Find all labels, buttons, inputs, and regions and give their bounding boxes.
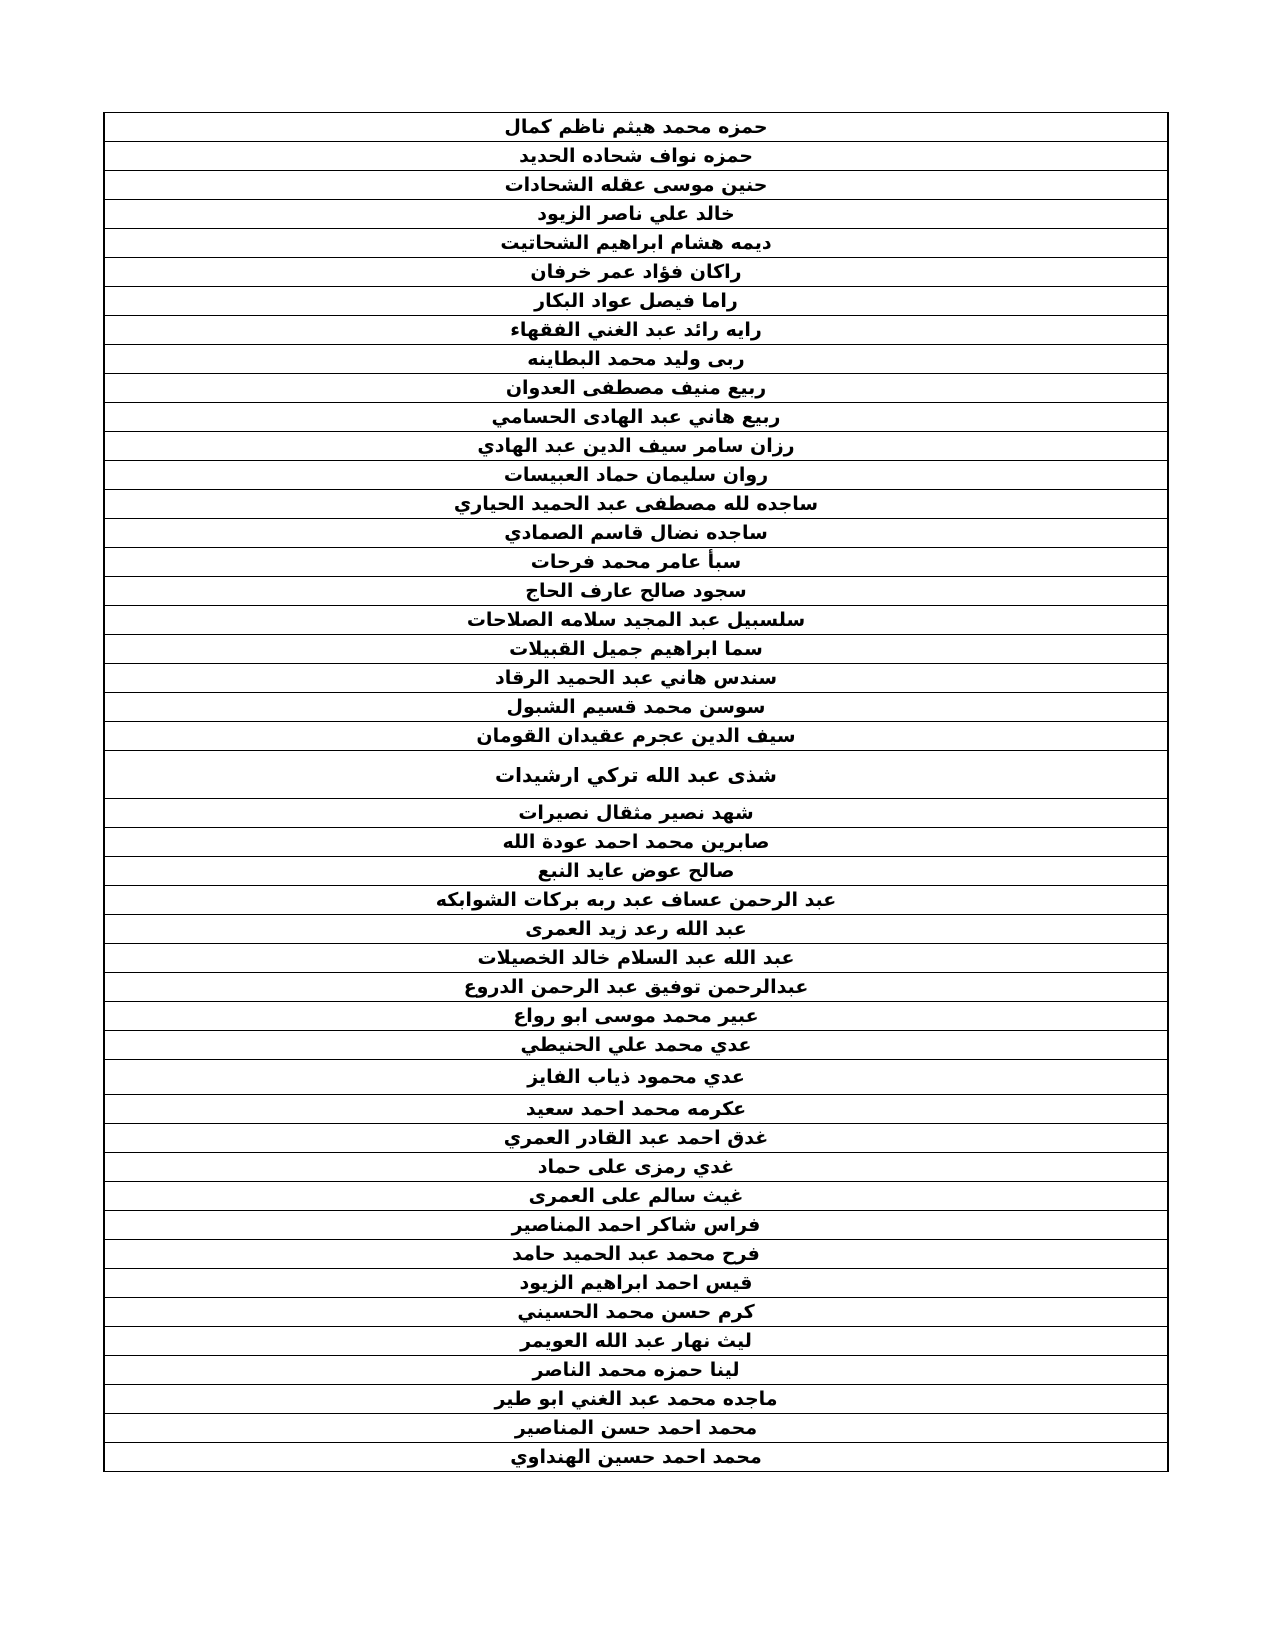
name-cell: خالد علي ناصر الزيود — [104, 200, 1168, 229]
table-row — [104, 693, 1168, 722]
name-cell: فراس شاكر احمد المناصير — [104, 1211, 1168, 1240]
table-row — [104, 828, 1168, 857]
table-row — [104, 722, 1168, 751]
table-row — [104, 1124, 1168, 1153]
table-row — [104, 1031, 1168, 1060]
table-row — [104, 886, 1168, 915]
table-row — [104, 1002, 1168, 1031]
table-row — [104, 171, 1168, 200]
name-cell: سيف الدين عجرم عقيدان القومان — [104, 722, 1168, 751]
table-row — [104, 1298, 1168, 1327]
table-row — [104, 1182, 1168, 1211]
name-cell: شذى عبد الله تركي ارشيدات — [104, 751, 1168, 799]
name-cell: سما ابراهيم جميل القبيلات — [104, 635, 1168, 664]
table-row — [104, 1327, 1168, 1356]
name-cell: شهد نصير مثقال نصيرات — [104, 799, 1168, 828]
table-row — [104, 142, 1168, 171]
name-cell: عبد الرحمن عساف عبد ربه بركات الشوابكه — [104, 886, 1168, 915]
names-table-body — [104, 113, 1168, 1472]
name-cell: حمزه محمد هيثم ناظم كمال — [104, 113, 1168, 142]
name-cell: رزان سامر سيف الدين عبد الهادي — [104, 432, 1168, 461]
table-row — [104, 403, 1168, 432]
name-cell: قيس احمد ابراهيم الزيود — [104, 1269, 1168, 1298]
table-row — [104, 1443, 1168, 1472]
name-cell: غدق احمد عبد القادر العمري — [104, 1124, 1168, 1153]
table-row — [104, 200, 1168, 229]
table-row — [104, 1414, 1168, 1443]
name-cell: روان سليمان حماد العبيسات — [104, 461, 1168, 490]
table-row — [104, 973, 1168, 1002]
name-cell: عبير محمد موسى ابو رواع — [104, 1002, 1168, 1031]
table-row — [104, 1211, 1168, 1240]
table-row — [104, 229, 1168, 258]
name-cell: كرم حسن محمد الحسيني — [104, 1298, 1168, 1327]
name-cell: ساجده نضال قاسم الصمادي — [104, 519, 1168, 548]
name-cell: صالح عوض عايد النبع — [104, 857, 1168, 886]
name-cell: ليث نهار عبد الله العويمر — [104, 1327, 1168, 1356]
table-row — [104, 944, 1168, 973]
table-row — [104, 606, 1168, 635]
table-row — [104, 857, 1168, 886]
table-row — [104, 751, 1168, 799]
name-cell: ماجده محمد عبد الغني ابو طير — [104, 1385, 1168, 1414]
names-table — [103, 112, 1169, 1472]
name-cell: حمزه نواف شحاده الحديد — [104, 142, 1168, 171]
table-row — [104, 258, 1168, 287]
name-cell: محمد احمد حسن المناصير — [104, 1414, 1168, 1443]
name-cell: سجود صالح عارف الحاج — [104, 577, 1168, 606]
table-row — [104, 374, 1168, 403]
table-row — [104, 915, 1168, 944]
table-row — [104, 577, 1168, 606]
name-cell: ساجده لله مصطفى عبد الحميد الحياري — [104, 490, 1168, 519]
table-row — [104, 316, 1168, 345]
table-row — [104, 287, 1168, 316]
name-cell: سندس هاني عبد الحميد الرقاد — [104, 664, 1168, 693]
table-row — [104, 664, 1168, 693]
name-cell: رايه رائد عبد الغني الفقهاء — [104, 316, 1168, 345]
table-row — [104, 1240, 1168, 1269]
name-cell: راما فيصل عواد البكار — [104, 287, 1168, 316]
name-cell: عبد الله رعد زيد العمرى — [104, 915, 1168, 944]
name-cell: عدي محمد علي الحنيطي — [104, 1031, 1168, 1060]
table-row — [104, 635, 1168, 664]
name-cell: سبأ عامر محمد فرحات — [104, 548, 1168, 577]
table-row — [104, 1269, 1168, 1298]
name-cell: عكرمه محمد احمد سعيد — [104, 1095, 1168, 1124]
table-row — [104, 345, 1168, 374]
table-row — [104, 1060, 1168, 1095]
name-cell: ديمه هشام ابراهيم الشحاتيت — [104, 229, 1168, 258]
name-cell: عبدالرحمن توفيق عبد الرحمن الدروع — [104, 973, 1168, 1002]
name-cell: حنين موسى عقله الشحادات — [104, 171, 1168, 200]
name-cell: ربيع هاني عبد الهادى الحسامي — [104, 403, 1168, 432]
name-cell: عبد الله عبد السلام خالد الخصيلات — [104, 944, 1168, 973]
table-row — [104, 1385, 1168, 1414]
table-row — [104, 432, 1168, 461]
table-row — [104, 1095, 1168, 1124]
name-cell: سوسن محمد قسيم الشبول — [104, 693, 1168, 722]
table-row — [104, 1356, 1168, 1385]
table-row — [104, 1153, 1168, 1182]
table-row — [104, 461, 1168, 490]
name-cell: غدي رمزى على حماد — [104, 1153, 1168, 1182]
name-cell: راكان فؤاد عمر خرفان — [104, 258, 1168, 287]
table-row — [104, 519, 1168, 548]
name-cell: غيث سالم على العمرى — [104, 1182, 1168, 1211]
name-cell: سلسبيل عبد المجيد سلامه الصلاحات — [104, 606, 1168, 635]
name-cell: محمد احمد حسين الهنداوي — [104, 1443, 1168, 1472]
table-row — [104, 799, 1168, 828]
name-cell: فرح محمد عبد الحميد حامد — [104, 1240, 1168, 1269]
name-cell: ربيع منيف مصطفى العدوان — [104, 374, 1168, 403]
name-cell: لينا حمزه محمد الناصر — [104, 1356, 1168, 1385]
name-cell: ربى وليد محمد البطاينه — [104, 345, 1168, 374]
name-cell: صابرين محمد احمد عودة الله — [104, 828, 1168, 857]
name-cell: عدي محمود ذياب الفايز — [104, 1060, 1168, 1095]
table-row — [104, 548, 1168, 577]
table-row — [104, 113, 1168, 142]
table-row — [104, 490, 1168, 519]
